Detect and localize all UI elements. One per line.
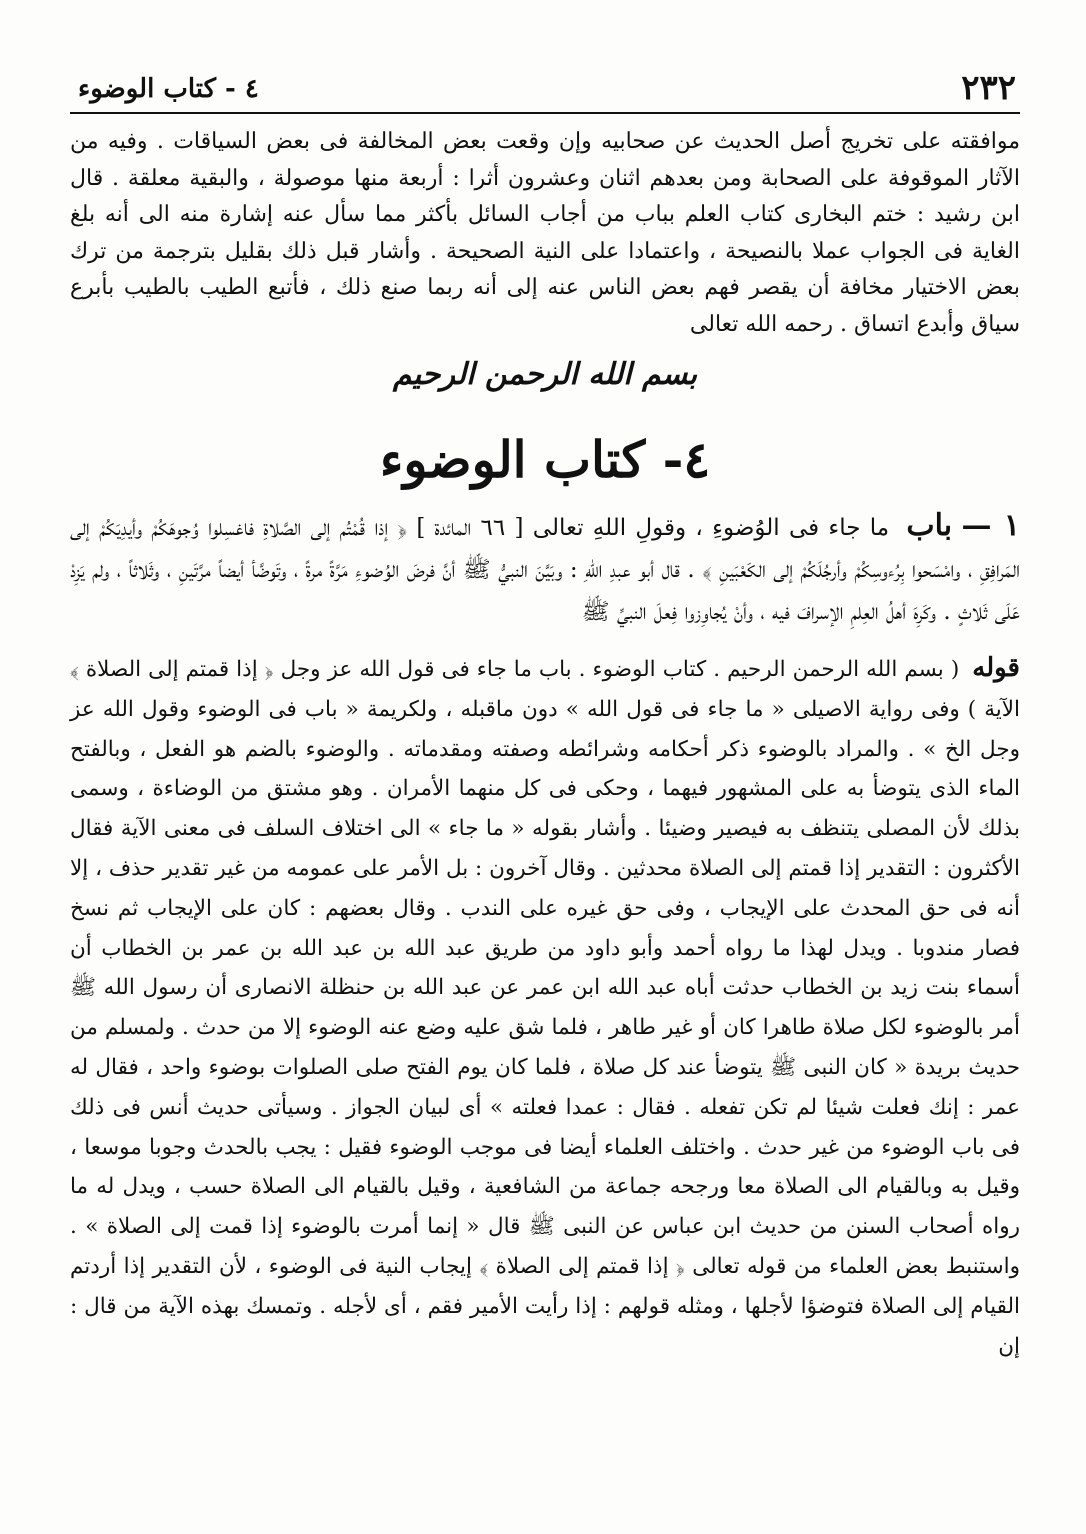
bab-paragraph [70,505,1020,633]
commentary-paragraph [70,649,1020,1366]
basmala-block [70,357,1020,417]
commentary-text: ( بسم الله الرحمن الرحيم . كتاب الوضوء . باب ما جاء فى قول الله عز وجل ﴿ إذا قمتم إلى الصلاة ﴾ الآية ) وفى رواية الاصيلى « ما جاء فى قول الله » دون ماقبله ، ولكريمة « باب فى الوضوء وقول الله عز وجل الخ » . والمراد بالوضوء ذكر أحكامه وشرائطه وصفته ومقدماته . والوضوء بالضم هو الفعل ، وبالفتح الماء الذى يتوضأ به على المشهور فيهما ، وحكى فى كل منهما الأمران . وهو مشتق من الوضاءة ، وسمى بذلك لأن المصلى يتنظف به فيصير وضيئا . وأشار بقوله « ما جاء » الى اختلاف السلف فى معنى الآية فقال الأكثرون : التقدير إذا قمتم إلى الصلاة محدثين . وقال آخرون : بل الأمر على عمومه من غير تقدير حذف ، إلا أنه فى حق المحدث على الإيجاب ، وفى حق غيره على الندب . وقال بعضهم : كان على الإيجاب ثم نسخ فصار مندوبا . ويدل لهذا ما رواه أحمد وأبو داود من طريق عبد الله بن عبد الله بن عمر بن الخطاب أن أسماء بنت زيد بن الخطاب حدثت أباه عبد الله ابن عمر عن عبد الله بن حنظلة الانصارى أن رسول الله ﷺ أمر بالوضوء لكل صلاة طاهرا كان أو غير طاهر ، فلما شق عليه وضع عنه الوضوء إلا من حدث . ولمسلم من حديث بريدة « كان النبى ﷺ يتوضأ عند كل صلاة ، فلما كان يوم الفتح صلى الصلوات بوضوء واحد ، فقال له عمر : إنك فعلت شيئا لم تكن تفعله . فقال : عمدا فعلته » أى لبيان الجواز . وسيأتى حديث أنس فى ذلك فى باب الوضوء من غير حدث . واختلف العلماء أيضا فى موجب الوضوء فقيل : يجب بالحدث وجوبا موسعا ، وقيل به وبالقيام الى الصلاة معا ورجحه جماعة من الشافعية ، وقيل بالقيام الى الصلاة حسب ، ويدل له ما رواه أصحاب السنن من حديث ابن عباس عن النبى ﷺ قال « إنما أمرت بالوضوء إذا قمت إلى الصلاة » . واستنبط بعض العلماء من قوله تعالى ﴿ إذا قمتم إلى الصلاة ﴾ إيجاب النية فى الوضوء ، لأن التقدير إذا أردتم القيام إلى الصلاة فتوضؤا لأجلها ، ومثله قولهم : إذا رأيت الأمير فقم ، أى لأجله . وتمسك بهذه الآية من قال : إن [70,657,1020,1359]
page-header [70,66,1020,114]
bab-number: ١ — [961,508,1021,543]
intro-paragraph: موافقته على تخريج أصل الحديث عن صحابيه وإن وقعت بعض المخالفة فى بعض السياقات . وفيه من الآثار الموقوفة على الصحابة ومن بعدهم اثنان وعشرون أثرا : أربعة منها موصولة ، والبقية معلقة . قال ابن رشيد : ختم البخارى كتاب العلم بباب من أجاب السائل بأكثر مما سأل عنه إشارة منه الى أنه بلغ الغاية فى الجواب عملا بالنصيحة ، واعتمادا على النية الصحيحة . وأشار قبل ذلك بقليل بترجمة من ترك بعض الاختيار مخافة أن يقصر فهم بعض الناس عنه إلى أنه ربما صنع ذلك ، فأتبع الطيب بالطيب بأبرع سياق وأبدع اتساق . رحمه الله تعالى [70,129,1020,337]
intro-block [70,124,1020,343]
bab-label: باب [906,508,953,543]
bab-text: ما جاء فى الوُضوءِ ، وقولِ اللهِ تعالى [ ٦٦ المائدة ] ﴿ إذا قُمْتُم إلى الصَّلاةِ فاغسِلوا وُجوهَكُمْ وأيدِيَكُمْ إلى المَرافِقِ ، وامْسَحوا بِرُءوسِكُمْ وأرجُلَكُمْ إلى الكَعْبَينِ ﴾ . قال أبو عبدِ اللهِ : وبَيَّنَ النبيُّ ﷺ أنَّ فرضَ الوُضوءِ مَرَّةً مرةً ، وتَوضَّأ أيضاً مرَّتَينِ ، وثَلاثاً ، ولم يَزِدْ عَلَى ثَلاثٍ . وكَرِهَ أهلُ العِلمِ الإسرافَ فيه ، وأنْ يُجاوِزوا فِعلَ النبيِّ ﷺ [70,515,1020,625]
book-page [70,66,1020,1366]
page-number: ٢٣٢ [961,68,1016,108]
running-title: ٤ - كتاب الوضوء [78,74,259,104]
commentary-lead: قوله [972,653,1020,683]
book-title: ٤- كتاب الوضوء [379,430,711,489]
commentary-block [70,649,1020,1366]
basmala-calligraphy: بسم الله الرحمن الرحيم [392,357,698,392]
bab-section [70,505,1020,633]
